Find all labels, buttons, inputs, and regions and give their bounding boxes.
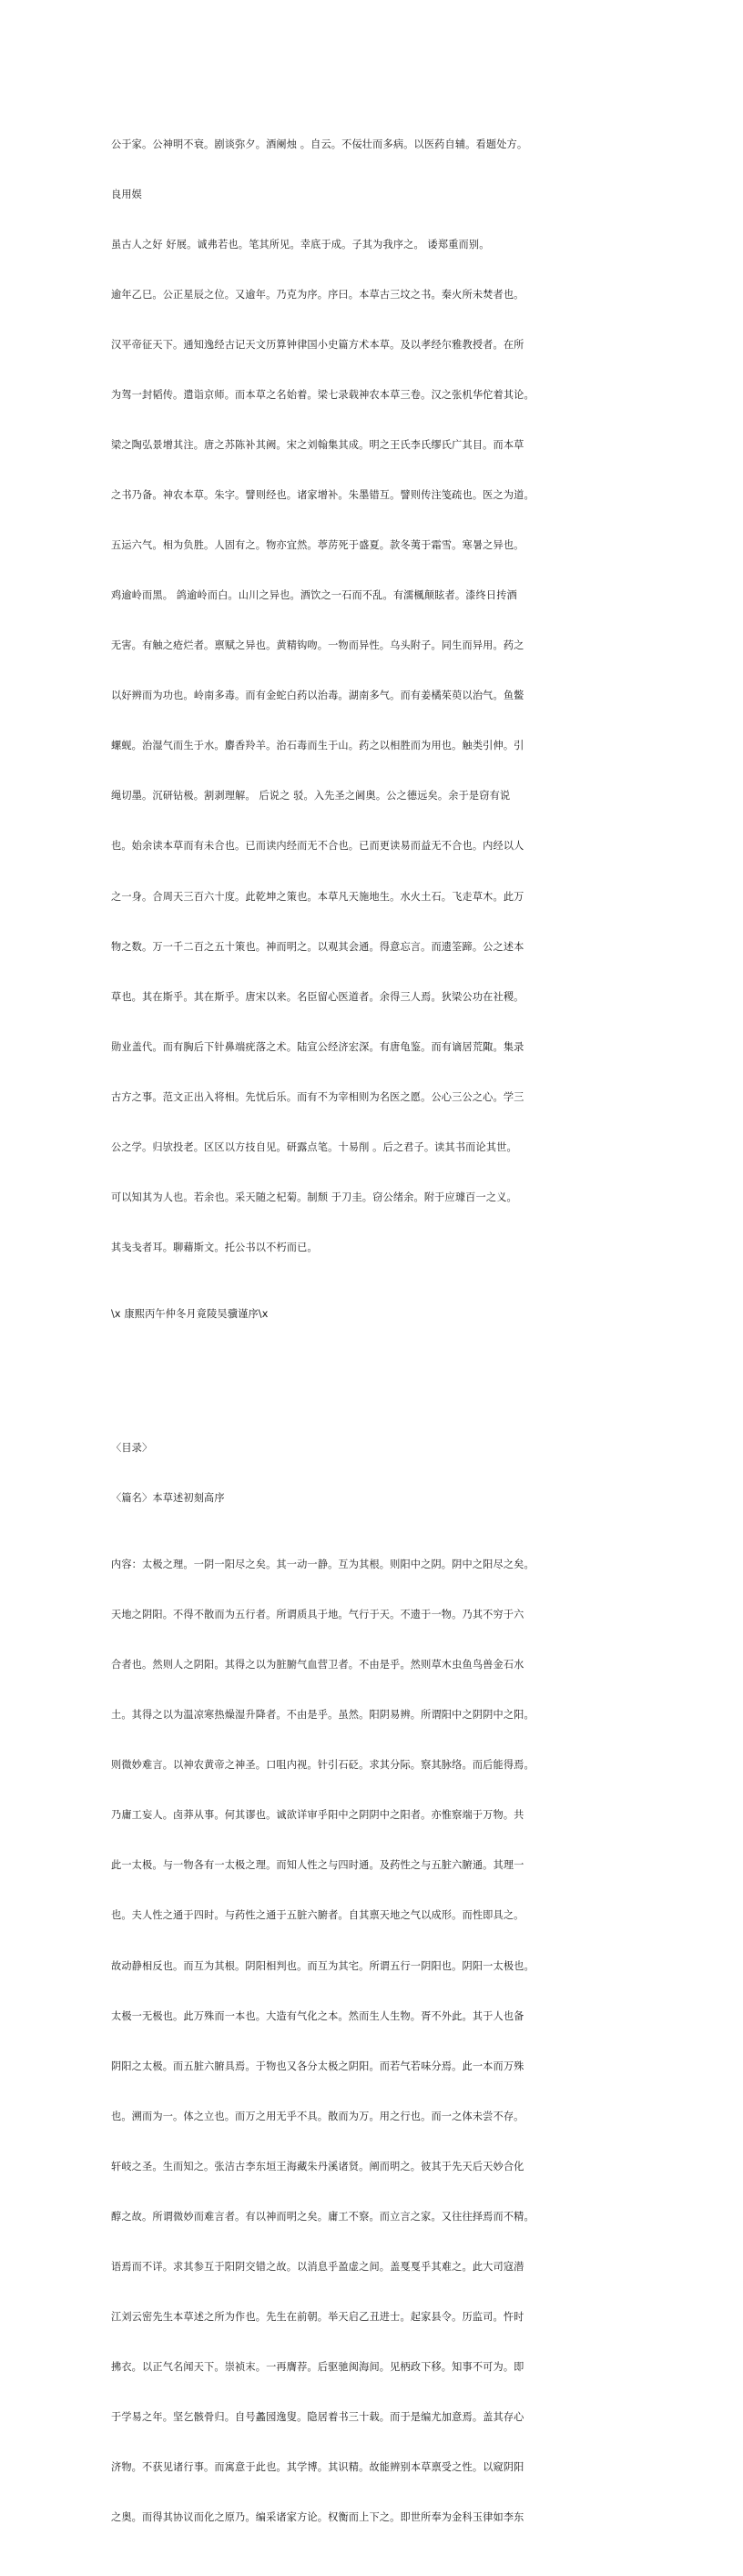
preface-line: 螺蚬。治湿气而生于水。麝香羚羊。治石毒而生于山。药之以相胜而为用也。触类引伸。引 [111, 740, 524, 752]
preface-line: 古方之事。范文正出入将相。先忧后乐。而有不为宰相则为名医之愿。公心三公之心。学三 [111, 1090, 524, 1103]
preface-line: 之书乃备。神农本草。朱字。譬则经也。诸家增补。朱墨错互。譬则传注笺疏也。医之为道。 [111, 489, 534, 502]
preface-line: 之一身。合周天三百六十度。此乾坤之策也。本草凡天施地生。水火土石。飞走草木。此万 [111, 890, 524, 903]
content-line: 也。夫人性之通于四时。与药性之通于五脏六腑者。自其禀天地之气以成形。而性即具之。 [111, 1909, 524, 1922]
preface-line: 虽古人之好 好展。诚弗若也。笔其所见。幸底于成。子其为我序之。 诿郑重而别。 [111, 239, 490, 251]
signature-line: \x 康熙丙午仲冬月竟陵吴骥谨序\x [111, 1308, 269, 1321]
preface-line: 逾年乙巳。公正星辰之位。又逾年。乃克为序。序曰。本草古三坟之书。秦火所未焚者也。 [111, 289, 524, 302]
preface-line: 汉平帝征天下。通知逸经古记天文历算钟律国小史篇方术本草。及以孝经尔雅教授者。在所 [111, 339, 524, 352]
content-line: 故动静相反也。而互为其根。阴阳相判也。而互为其宅。所谓五行一阴阳也。阴阳一太极也。 [111, 1959, 534, 1972]
preface-line: 无害。有触之疮烂者。禀赋之异也。黄精钩吻。一物而异性。乌头附子。同生而异用。药之 [111, 639, 524, 652]
content-line: 合者也。然则人之阴阳。其得之以为脏腑气血营卫者。不由是乎。然则草木虫鱼鸟兽金石水 [111, 1659, 524, 1671]
content-line: 之奥。而得其协议而化之原乃。编采诸家方论。权衡而上下之。即世所奉为金科玉律如李东 [111, 2510, 524, 2523]
content-line: 则微妙难言。以神农黄帝之神圣。口咀内视。针引石砭。求其分际。察其脉络。而后能得焉。 [111, 1759, 534, 1772]
preface-line: 以好辨而为功也。岭南多毒。而有金蛇白药以治毒。湖南多气。而有姜橘茱萸以治气。鱼鳖 [111, 690, 524, 702]
content-line: 轩岐之圣。生而知之。张洁古李东垣王海藏朱丹溪诸贤。阐而明之。彼其于先天后天妙合化 [111, 2160, 524, 2172]
content-line: 乃庸工妄人。卤莽从事。何其谬也。诚欲详审乎阳中之阴阴中之阳者。亦惟察端于万物。共 [111, 1809, 524, 1822]
preface-line: 其戋戋者耳。聊藉斯文。托公书以不朽而已。 [111, 1241, 318, 1253]
content-line: 江刘云密先生本草述之所为作也。先生在前朝。举天启乙丑进士。起家县令。历监司。忤时 [111, 2310, 524, 2323]
content-line: 语焉而不详。求其参互于阳阴交错之故。以消息乎盈虚之间。盖戛戛乎其难之。此大司寇潜 [111, 2260, 524, 2273]
preface-line: 草也。其在斯乎。其在斯乎。唐宋以来。名臣留心医道者。余得三人焉。狄梁公功在社稷。 [111, 990, 524, 1003]
content-line: 拂衣。以正气名闻天下。崇祯末。一再膺荐。后驱驰闽海间。见柄政下移。知事不可为。即 [111, 2360, 524, 2373]
preface-line: 勋业盖代。而有胸后下针鼻端疣落之术。陆宣公经济宏深。有唐龟鉴。而有谪居荒陬。集录 [111, 1040, 524, 1053]
content-line: 阴阳之太极。而五脏六腑具焉。于物也又各分太极之阴阳。而若气若味分焉。此一本而万殊 [111, 2060, 524, 2072]
preface-line: 公之学。归欤投老。区区以方技自见。研露点笔。十易削 。后之君子。读其书而论其世。 [111, 1140, 517, 1153]
preface-line: 公于家。公神明不衰。剧谈弥夕。酒阑烛 。自云。不佞壮而多病。以医药自辅。看题处方。 [111, 138, 528, 151]
content-line: 太极一无极也。此万殊而一本也。大造有气化之本。然而生人生物。胥不外此。其于人也备 [111, 2009, 524, 2022]
preface-line: 也。始余读本草而有未合也。已而读内经而无不合也。已而更读易而益无不合也。内经以人 [111, 840, 524, 853]
preface-line: 物之数。万一千二百之五十策也。神而明之。以观其会通。得意忘言。而遗筌蹄。公之述本 [111, 940, 524, 953]
spacer-line [111, 1373, 710, 1389]
preface-line: 可以知其为人也。若余也。采天随之杞菊。制颓 于刀圭。窃公绪余。附于应璩百一之义。 [111, 1191, 517, 1203]
content-line: 醇之故。所谓微妙而难言者。有以神而明之矣。庸工不察。而立言之家。又往往择焉而不精。 [111, 2210, 534, 2223]
content-line: 此一太极。与一物各有一太极之理。而知人性之与四时通。及药性之与五脏六腑通。其理一 [111, 1859, 524, 1872]
content-line: 天地之阴阳。不得不散而为五行者。所谓质具于地。气行于天。不遗于一物。乃其不穷于六 [111, 1609, 524, 1621]
preface-line: 五运六气。相为负胜。人固有之。物亦宜然。葶苈死于盛夏。款冬荑于霜雪。寒暑之异也。 [111, 539, 524, 552]
content-line: 于学易之年。坚乞骸骨归。自号蠡园逸叟。隐居着书三十载。而于是编尤加意焉。盖其存心 [111, 2410, 524, 2423]
toc-tag: 〈目录〉 [111, 1441, 153, 1454]
preface-line: 梁之陶弘景增其注。唐之苏陈补其阙。宋之刘翰集其成。明之王氏李氏缪氏广其目。而本草 [111, 439, 524, 452]
content-line: 也。溯而为一。体之立也。而万之用无乎不具。散而为万。用之行也。而一之体未尝不存。 [111, 2110, 524, 2122]
content-line: 土。其得之以为温凉寒热燥湿升降者。不由是乎。虽然。阳阴易辨。所谓阳中之阴阴中之阳。 [111, 1709, 534, 1722]
preface-line: 绳切墨。沉研钻极。割剥理解。 后说之 驳。入先圣之阃奥。公之德远矣。余于是窃有说 [111, 790, 511, 802]
preface-line: 为驾一封韬传。遣诣京师。而本草之名始着。梁七录载神农本草三卷。汉之张机华佗着其论。 [111, 389, 534, 402]
content-line: 内容：太极之理。一阴一阳尽之矣。其一动一静。互为其根。则阳中之阴。阴中之阳尽之矣。 [111, 1559, 534, 1571]
preface-line: 良用娱 [111, 189, 143, 201]
title-tag: 〈篇名〉本草述初刻高序 [111, 1491, 225, 1504]
content-line: 济物。不获见诸行事。而寓意于此也。其学博。其识精。故能辨别本草禀受之性。以窥阴阳 [111, 2460, 524, 2473]
preface-line: 鸡逾岭而黑。 鸽逾岭而白。山川之异也。酒饮之一石而不乱。有濡楓颠眩者。漆终日抟酒 [111, 589, 517, 602]
document-body [111, 87, 710, 2576]
